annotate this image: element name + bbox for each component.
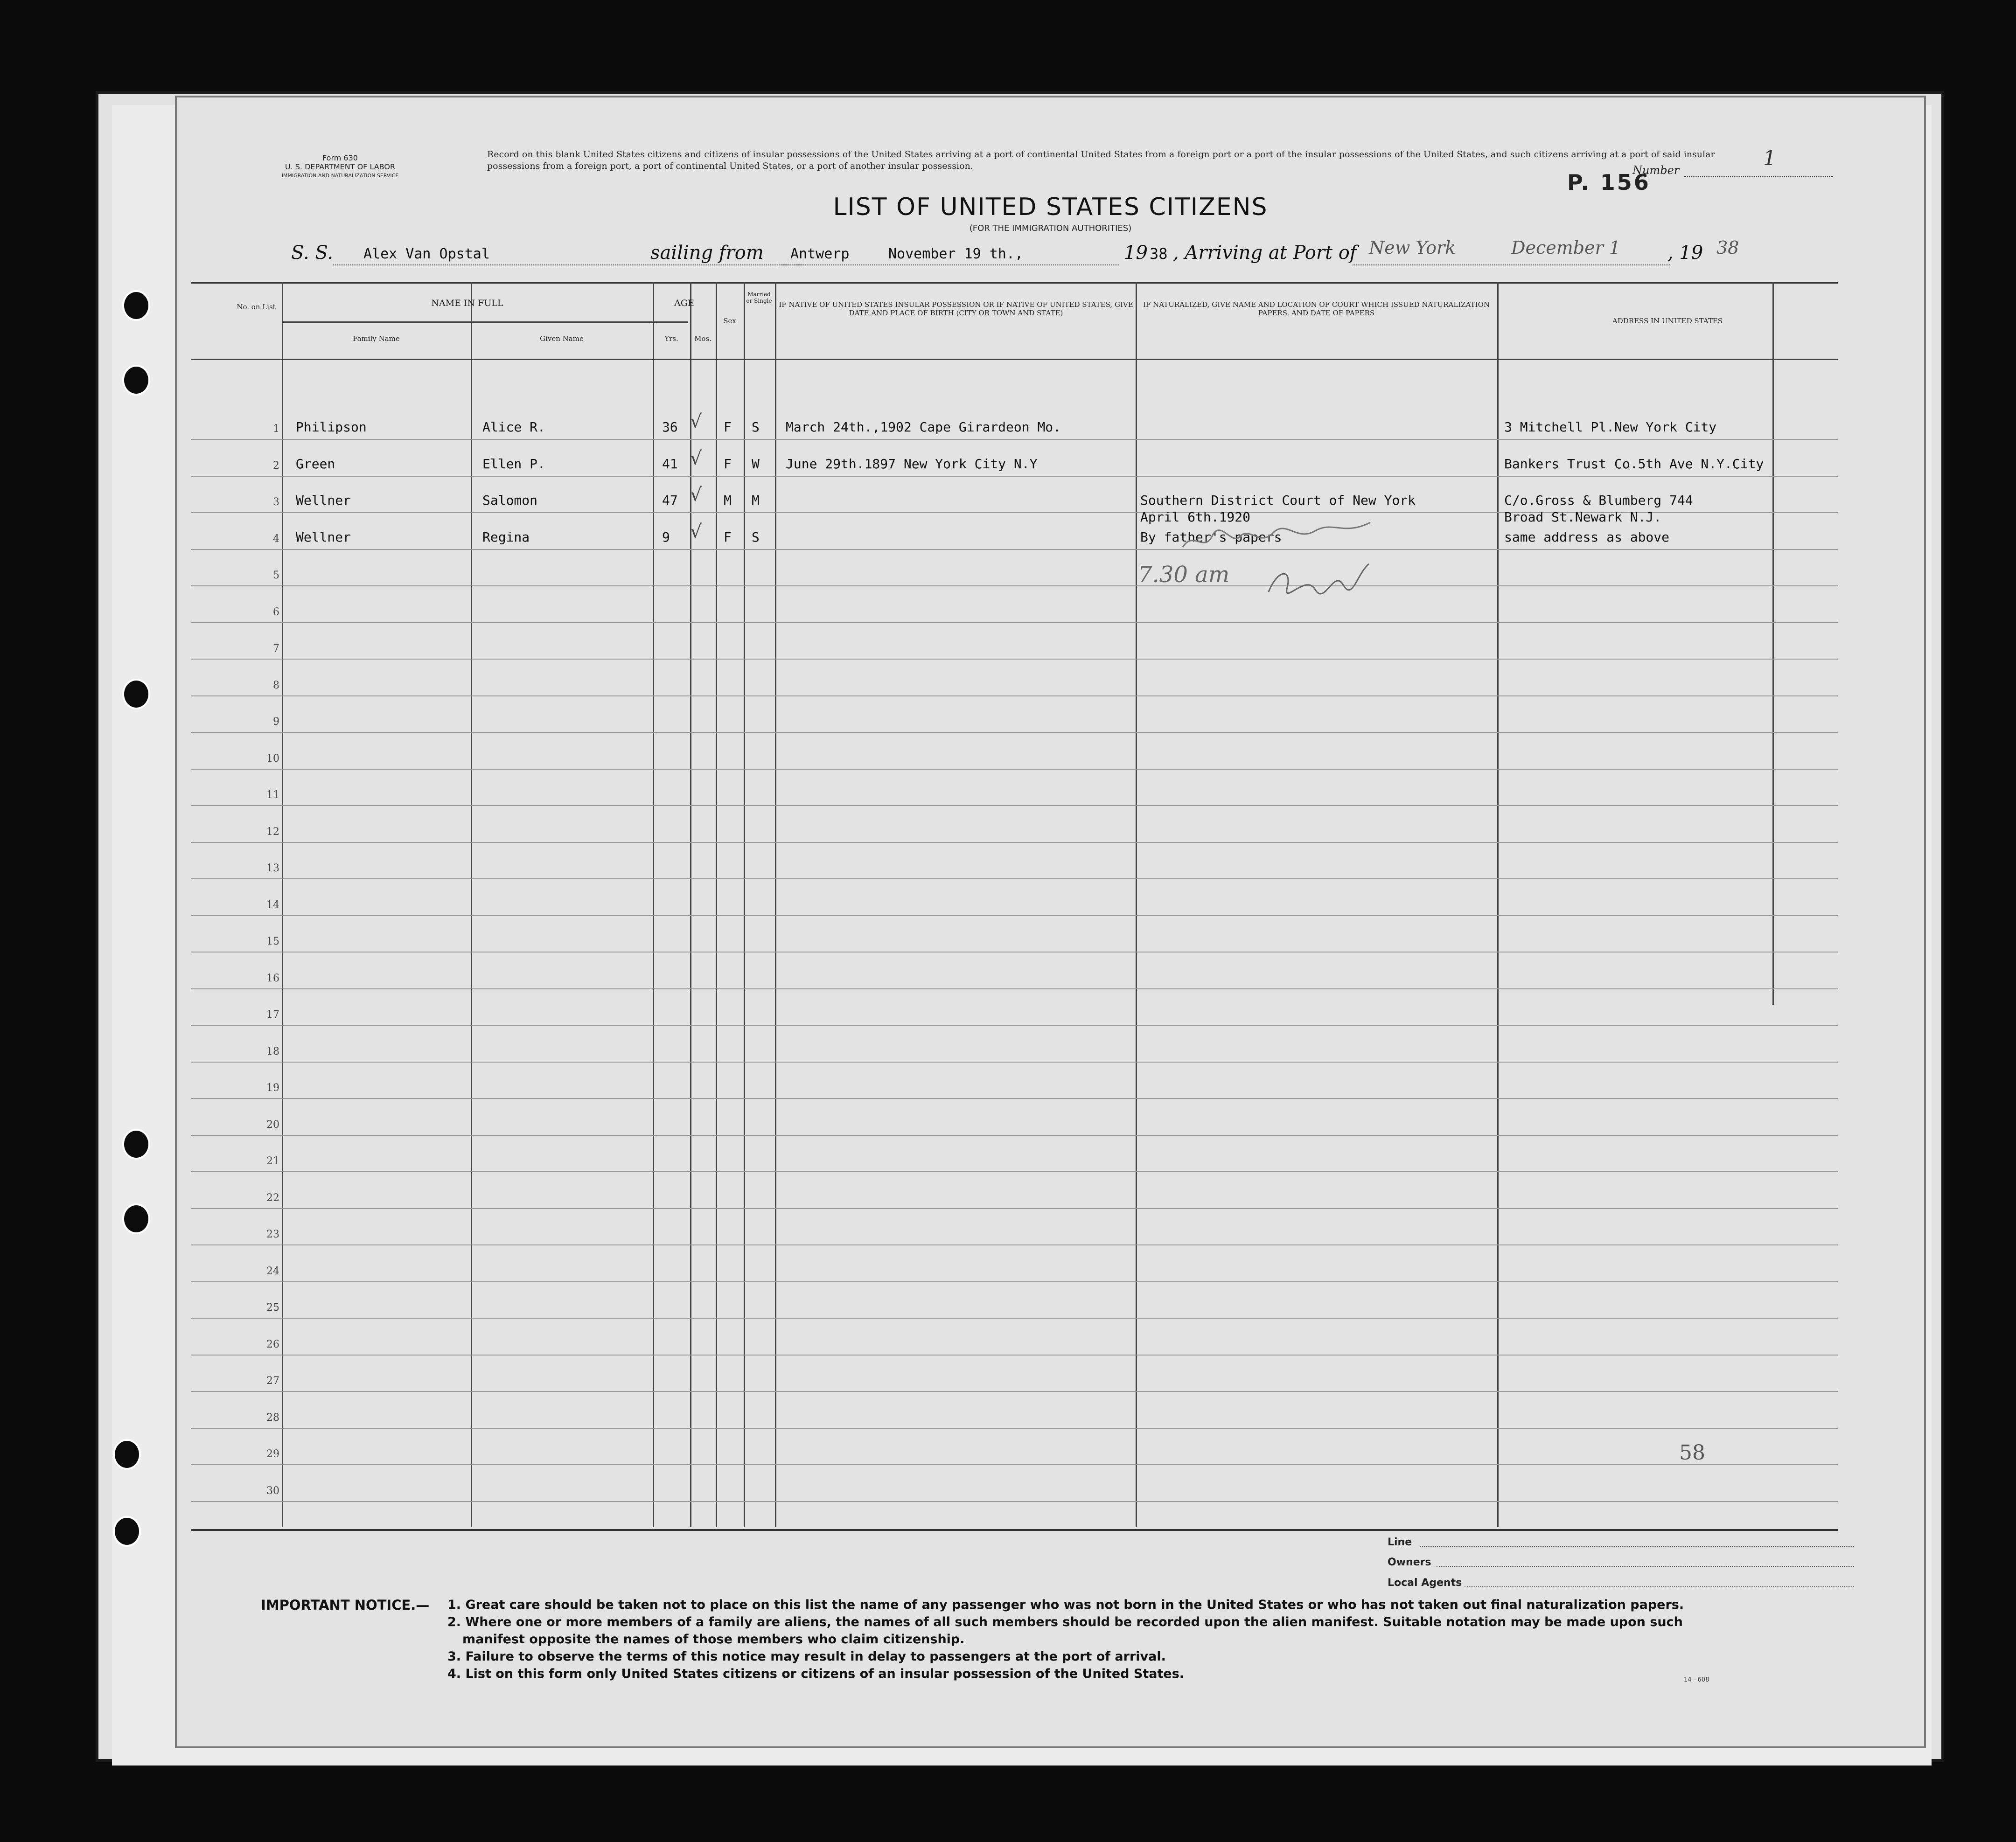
row-rule	[191, 622, 1838, 623]
row-number: 24	[266, 1265, 279, 1277]
notice-label: IMPORTANT NOTICE.—	[261, 1597, 430, 1613]
departure-port: Antwerp	[790, 246, 850, 262]
row-number: 3	[273, 496, 279, 508]
column-divider	[471, 282, 472, 1527]
ship-name: Alex Van Opstal	[363, 246, 490, 262]
header-sex: Sex	[723, 317, 736, 325]
sex-cell: F	[724, 456, 732, 472]
row-number: 2	[273, 459, 279, 472]
column-divider	[1497, 282, 1499, 1527]
given-name-cell: Regina	[482, 529, 530, 545]
row-number: 22	[266, 1192, 279, 1204]
inspector-initials	[1264, 559, 1371, 603]
row-number: 10	[266, 752, 279, 765]
header-age-months: Mos.	[694, 334, 712, 343]
print-code: 14—608	[1684, 1676, 1709, 1683]
family-name-cell: Philipson	[296, 419, 367, 435]
notice-item-2: 2. Where one or more members of a family are aliens, the names of all such members should be recorded upon the alien manifest. Suitable notation may be made upon such	[447, 1615, 1683, 1629]
row-number: 4	[273, 533, 279, 545]
sex-cell: F	[724, 419, 732, 435]
given-name-cell: Salomon	[482, 493, 538, 508]
row-rule	[191, 1318, 1838, 1319]
departure-date: November 19 th.,	[888, 246, 1023, 262]
given-name-cell: Ellen P.	[482, 456, 545, 472]
row-rule	[191, 1025, 1838, 1026]
arrival-year-prefix: , 19	[1667, 242, 1703, 264]
row-rule	[191, 1062, 1838, 1063]
birth-cell: June 29th.1897 New York City N.Y	[786, 456, 1038, 472]
row-rule	[191, 915, 1838, 916]
row-number: 30	[266, 1485, 279, 1497]
notice-item-1: 1. Great care should be taken not to place on this list the name of any passenger who was not born in the United States or who has not taken out final naturalization papers.	[447, 1598, 1684, 1612]
address-cell: 3 Mitchell Pl.New York City	[1504, 419, 1717, 435]
family-name-cell: Green	[296, 456, 335, 472]
row-rule	[191, 1281, 1838, 1282]
header-naturalized: IF NATURALIZED, GIVE NAME AND LOCATION OF COURT WHICH ISSUED NATURALIZATION PAPERS, AND DATE OF PAPERS	[1143, 300, 1490, 317]
row-number: 21	[266, 1155, 279, 1167]
row-number: 20	[266, 1119, 279, 1131]
punch-hole	[122, 1129, 150, 1160]
row-number: 27	[266, 1375, 279, 1387]
arrival-year: 38	[1716, 237, 1739, 258]
row-number: 23	[266, 1229, 279, 1240]
naturalization-cell: Southern District Court of New York	[1140, 493, 1416, 508]
row-rule	[191, 1098, 1838, 1099]
ship-line	[333, 264, 804, 265]
manifest-sheet	[175, 96, 1926, 1748]
sex-cell: F	[724, 529, 732, 545]
row-number: 6	[273, 606, 279, 618]
row-rule	[191, 1391, 1838, 1392]
header-address: ADDRESS IN UNITED STATES	[1612, 317, 1723, 325]
punch-hole	[122, 679, 150, 709]
notice-item-3: 3. Failure to observe the terms of this notice may result in delay to passengers at the port of arrival.	[447, 1649, 1166, 1664]
header-native-birth: IF NATIVE OF UNITED STATES INSULAR POSSESSION OR IF NATIVE OF UNITED STATES, GIVE DATE AND PLACE OF BIRTH (CITY OR TOWN AND STATE)	[779, 300, 1133, 317]
marital-status-cell: S	[752, 529, 760, 545]
naturalization-cell: By father's papers	[1140, 529, 1282, 545]
family-name-cell: Wellner	[296, 529, 351, 545]
form-number: Form 630	[322, 153, 358, 162]
header-married-single: Married or Single	[746, 291, 772, 304]
row-number: 18	[266, 1045, 279, 1057]
birth-cell: March 24th.,1902 Cape Girardeon Mo.	[786, 419, 1061, 435]
column-divider	[1136, 282, 1137, 1527]
form-identifier	[247, 153, 433, 180]
age-years-cell: 41	[662, 456, 678, 472]
row-number: 1	[273, 423, 279, 435]
row-rule	[191, 1501, 1838, 1502]
row-rule	[191, 732, 1838, 733]
local-agents-label: Local Agents	[1388, 1577, 1462, 1589]
row-rule	[191, 1171, 1838, 1172]
row-rule	[191, 585, 1838, 586]
marital-status-cell: M	[752, 493, 760, 508]
header-given-name: Given Name	[540, 334, 584, 343]
departure-line	[779, 264, 1119, 265]
department-name: U. S. DEPARTMENT OF LABOR	[285, 162, 396, 171]
number-line	[1684, 176, 1833, 177]
punch-hole	[122, 290, 150, 321]
marital-status-cell: W	[752, 456, 760, 472]
address-cell-line2: Broad St.Newark N.J.	[1504, 509, 1662, 525]
column-divider	[744, 282, 745, 1527]
verification-check-mark: √	[690, 521, 702, 542]
row-rule	[191, 1244, 1838, 1245]
number-value: 1	[1763, 146, 1776, 170]
page-title: LIST OF UNITED STATES CITIZENS	[833, 193, 1268, 221]
column-divider	[653, 282, 654, 1527]
instructions-text: Record on this blank United States citizens and citizens of insular possessions of the United States arriving at a port of continental United States from a foreign port or a port of the insular possessions of the United States, and such citizens arriving at a port of said insular possessions from a foreign port, a port of continental United States, or a port of another insular possession.	[487, 149, 1715, 171]
naturalization-cell-line2: April 6th.1920	[1140, 509, 1251, 525]
header-age: AGE	[674, 298, 694, 308]
verification-check-mark: √	[690, 447, 702, 469]
arrival-date: December 1	[1511, 237, 1620, 258]
year-prefix: 19	[1124, 242, 1148, 264]
sailing-from-label: sailing from	[650, 242, 764, 264]
row-rule	[191, 842, 1838, 843]
punch-hole	[113, 1516, 141, 1547]
row-rule	[191, 439, 1838, 440]
row-number: 25	[266, 1302, 279, 1314]
address-cell: same address as above	[1504, 529, 1670, 545]
page-stamp: P. 156	[1567, 170, 1651, 195]
row-rule	[191, 1464, 1838, 1465]
row-rule	[191, 549, 1838, 550]
age-years-cell: 36	[662, 419, 678, 435]
age-years-cell: 47	[662, 493, 678, 508]
sex-cell: M	[724, 493, 732, 508]
column-divider	[716, 282, 717, 1527]
ss-label: S. S.	[291, 242, 334, 264]
row-number: 8	[273, 679, 279, 691]
departure-year: 38	[1150, 245, 1168, 263]
column-divider	[1772, 282, 1774, 1005]
age-years-cell: 9	[662, 529, 670, 545]
family-name-cell: Wellner	[296, 493, 351, 508]
number-label: Number	[1632, 164, 1680, 177]
row-number: 5	[273, 570, 279, 581]
row-rule	[191, 878, 1838, 879]
page-number-stamp: 58	[1679, 1441, 1705, 1465]
arrival-time-note: 7.30 am	[1138, 562, 1230, 588]
verification-check-mark: √	[690, 484, 702, 506]
row-number: 28	[266, 1411, 279, 1424]
row-rule	[191, 659, 1838, 660]
verification-check-mark: √	[690, 411, 702, 432]
arriving-label: , Arriving at Port of	[1173, 242, 1357, 264]
row-number: 7	[273, 643, 279, 654]
notice-item-4: 4. List on this form only United States citizens or citizens of an insular possession of the United States.	[447, 1667, 1185, 1681]
column-divider	[282, 282, 283, 1527]
column-divider	[775, 282, 776, 1527]
row-number: 9	[273, 716, 279, 728]
arrival-line	[1353, 264, 1670, 265]
given-name-cell: Alice R.	[482, 419, 545, 435]
header-family-name: Family Name	[353, 334, 400, 343]
line-label: Line	[1388, 1536, 1412, 1548]
header-name-in-full: NAME IN FULL	[431, 298, 503, 308]
owners-label: Owners	[1388, 1557, 1431, 1568]
row-rule	[191, 1208, 1838, 1209]
header-divider	[282, 321, 688, 323]
service-name: IMMIGRATION AND NATURALIZATION SERVICE	[281, 173, 399, 179]
row-rule	[191, 695, 1838, 696]
row-rule	[191, 1135, 1838, 1136]
marital-status-cell: S	[752, 419, 760, 435]
row-rule	[191, 1428, 1838, 1429]
row-number: 12	[266, 826, 279, 838]
row-number: 14	[266, 899, 279, 911]
row-rule	[191, 476, 1838, 477]
punch-hole	[122, 1203, 150, 1234]
row-rule	[191, 805, 1838, 806]
arrival-port: New York	[1369, 237, 1456, 258]
row-number: 16	[266, 972, 279, 984]
punch-hole	[122, 365, 150, 396]
header-age-years: Yrs.	[664, 334, 678, 343]
address-cell: Bankers Trust Co.5th Ave N.Y.City	[1504, 456, 1764, 472]
row-rule	[191, 988, 1838, 989]
row-number: 11	[266, 789, 279, 801]
header-no-on-list: No. on List	[237, 303, 276, 311]
row-number: 29	[266, 1448, 279, 1460]
row-number: 15	[266, 936, 279, 947]
punch-hole	[113, 1439, 141, 1470]
owners-field	[1437, 1566, 1854, 1567]
local-agents-field	[1465, 1586, 1854, 1587]
row-number: 26	[266, 1338, 279, 1350]
row-number: 17	[266, 1009, 279, 1021]
header-bottom-rule	[191, 359, 1838, 360]
row-number: 19	[266, 1082, 279, 1094]
row-rule	[191, 769, 1838, 770]
row-number: 13	[266, 862, 279, 874]
notice-item-2-cont: manifest opposite the names of those members who claim citizenship.	[462, 1632, 965, 1647]
address-cell: C/o.Gross & Blumberg 744	[1504, 493, 1693, 508]
page-subtitle: (FOR THE IMMIGRATION AUTHORITIES)	[969, 223, 1132, 233]
line-field	[1420, 1546, 1854, 1547]
initials-drawing	[1264, 559, 1371, 601]
